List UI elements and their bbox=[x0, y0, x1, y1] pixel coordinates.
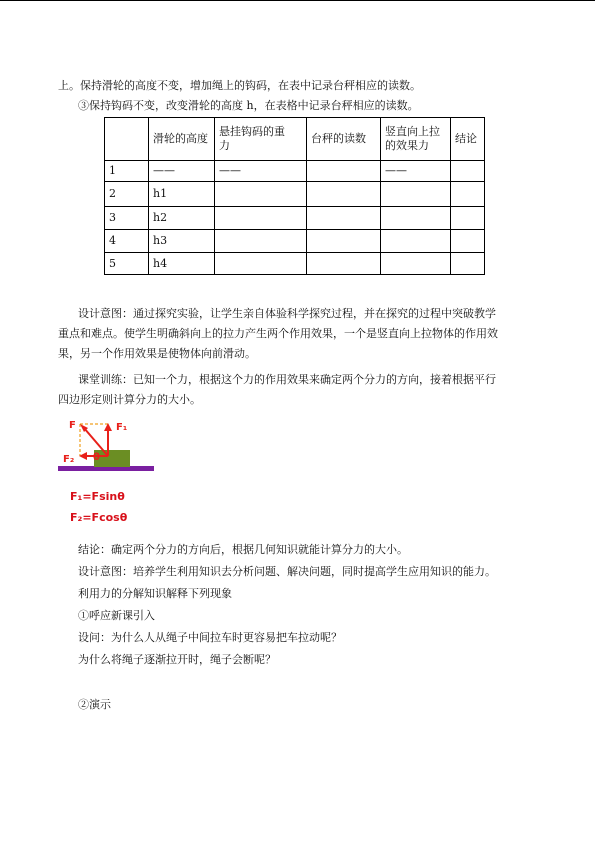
table-cell: h1 bbox=[149, 182, 215, 207]
header-line: 的效果力 bbox=[385, 139, 429, 152]
table-header-cell bbox=[381, 118, 451, 161]
table-cell: 4 bbox=[105, 230, 149, 253]
table-header-cell: 台秤的读数 bbox=[307, 118, 381, 161]
table-cell bbox=[307, 253, 381, 275]
text-line: 设问：为什么人从绳子中间拉车时更容易把车拉动呢？ bbox=[78, 631, 342, 644]
text-line-demo: ②演示 bbox=[78, 698, 111, 711]
page-top-rule bbox=[0, 0, 595, 1]
table-cell: —— bbox=[215, 161, 307, 182]
table-cell bbox=[215, 182, 307, 207]
table-row bbox=[105, 230, 485, 253]
text-line: ①呼应新课引入 bbox=[78, 609, 155, 622]
table-cell bbox=[451, 253, 485, 275]
table-cell: 3 bbox=[105, 207, 149, 230]
table-cell: —— bbox=[381, 161, 451, 182]
table-cell bbox=[451, 182, 485, 207]
header-line: 悬挂钩码的重 bbox=[219, 125, 285, 138]
table-header-cell: 滑轮的高度 bbox=[149, 118, 215, 161]
table-cell: 1 bbox=[105, 161, 149, 182]
design-intent-line: 重点和难点。使学生明确斜向上的拉力产生两个作用效果，一个是竖直向上拉物体的作用效 bbox=[58, 327, 498, 340]
table-row bbox=[105, 207, 485, 230]
table-row bbox=[105, 182, 485, 207]
table-cell bbox=[381, 253, 451, 275]
table-header-row bbox=[105, 118, 485, 161]
table-cell bbox=[215, 230, 307, 253]
table-cell: —— bbox=[149, 161, 215, 182]
text-line: 设计意图：培养学生利用知识去分析问题、解决问题，同时提高学生应用知识的能力。 bbox=[78, 565, 496, 578]
table-cell bbox=[451, 230, 485, 253]
table-cell: h2 bbox=[149, 207, 215, 230]
table-row bbox=[105, 161, 485, 182]
table-cell bbox=[307, 230, 381, 253]
force-decomposition-diagram bbox=[58, 415, 158, 477]
design-intent-line: 果，另一个作用效果是使物体向前滑动。 bbox=[58, 347, 256, 360]
label-F1: F₁ bbox=[116, 422, 128, 433]
design-intent-line: 设计意图：通过探究实验，让学生亲自体验科学探究过程，并在探究的过程中突破教学 bbox=[78, 307, 496, 320]
header-line: 力 bbox=[219, 139, 230, 152]
table-header-cell: 结论 bbox=[451, 118, 485, 161]
formula-F2: F₂=Fcosθ bbox=[70, 511, 128, 524]
label-F: F bbox=[69, 420, 76, 431]
table-header-cell bbox=[105, 118, 149, 161]
table-cell bbox=[381, 207, 451, 230]
table-cell bbox=[307, 207, 381, 230]
table-cell: h3 bbox=[149, 230, 215, 253]
table-cell bbox=[215, 207, 307, 230]
table-cell: h4 bbox=[149, 253, 215, 275]
force-F2-arrowhead bbox=[79, 452, 87, 460]
formula-F1: F₁=Fsinθ bbox=[70, 490, 125, 503]
training-line: 课堂训练：已知一个力，根据这个力的作用效果来确定两个分力的方向，接着根据平行 bbox=[78, 373, 496, 386]
table-row bbox=[105, 253, 485, 275]
label-F2: F₂ bbox=[63, 454, 75, 465]
text-line: 利用力的分解知识解释下列现象 bbox=[78, 587, 232, 600]
table-cell bbox=[307, 182, 381, 207]
table-cell bbox=[451, 161, 485, 182]
label-theta: θ bbox=[93, 452, 100, 463]
experiment-table bbox=[104, 117, 485, 275]
text-line-1: 上。保持滑轮的高度不变，增加绳上的钩码，在表中记录台秤相应的读数。 bbox=[58, 79, 421, 92]
table-cell: 5 bbox=[105, 253, 149, 275]
table-cell bbox=[215, 253, 307, 275]
training-line: 四边形定则计算分力的大小。 bbox=[58, 393, 201, 406]
table-cell bbox=[307, 161, 381, 182]
table-cell bbox=[381, 230, 451, 253]
table-header-cell bbox=[215, 118, 307, 161]
text-line: 结论：确定两个分力的方向后，根据几何知识就能计算分力的大小。 bbox=[78, 543, 408, 556]
table-cell: 2 bbox=[105, 182, 149, 207]
text-line: 为什么将绳子逐渐拉开时，绳子会断呢？ bbox=[78, 653, 276, 666]
text-line-2: ③保持钩码不变，改变滑轮的高度 h，在表格中记录台秤相应的读数。 bbox=[78, 99, 419, 112]
table-cell bbox=[451, 207, 485, 230]
table-cell bbox=[381, 182, 451, 207]
header-line: 竖直向上拉 bbox=[385, 125, 440, 138]
